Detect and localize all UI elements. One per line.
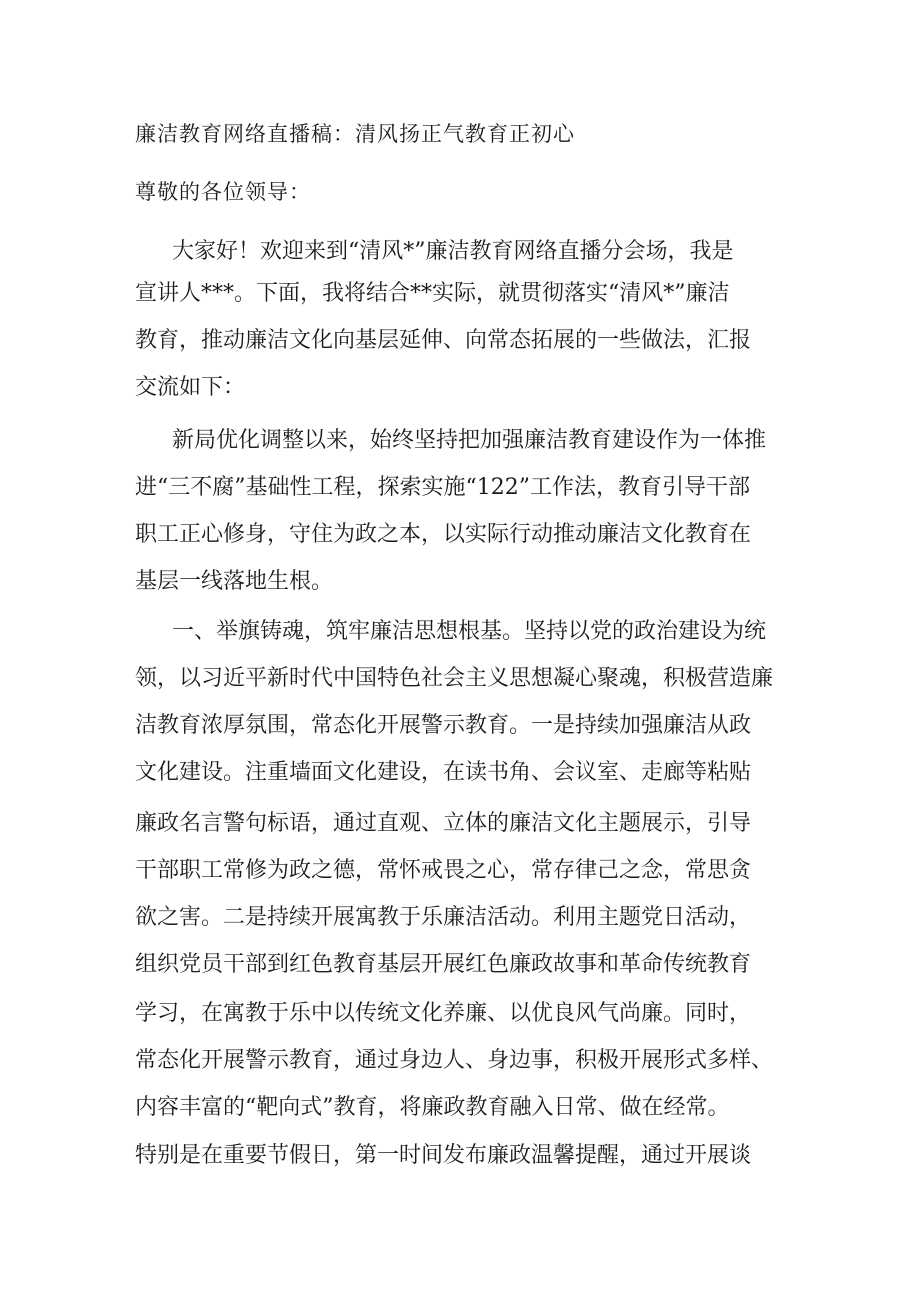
paragraph-line: 教育，推动廉洁文化向基层延伸、向常态拓展的一些做法，汇报 xyxy=(135,328,752,353)
paragraph-line: 进“三不腐”基础性工程，探索实施“122”工作法，教育引导干部 xyxy=(135,475,750,500)
paragraph-line: 宣讲人***。下面，我将结合**实际，就贯彻落实“清风*”廉洁 xyxy=(135,281,730,306)
document-title: 廉洁教育网络直播稿：清风扬正气教育正初心 xyxy=(135,122,575,146)
paragraph-line: 职工正心修身，守住为政之本，以实际行动推动廉洁文化教育在 xyxy=(135,522,752,547)
paragraph-line: 学习，在寓教于乐中以传统文化养廉、以优良风气尚廉。同时， xyxy=(135,1001,752,1026)
paragraph-line: 欲之害。二是持续开展寓教于乐廉洁活动。利用主题党日活动， xyxy=(135,905,752,930)
paragraph-line: 常态化开展警示教育，通过身边人、身边事，积极开展形式多样、 xyxy=(135,1048,774,1073)
paragraph-line: 交流如下： xyxy=(135,375,246,400)
paragraph-line: 组织党员干部到红色教育基层开展红色廉政故事和革命传统教育 xyxy=(135,952,752,977)
paragraph-line: 洁教育浓厚氛围，常态化开展警示教育。一是持续加强廉洁从政 xyxy=(135,713,752,738)
paragraph-line: 内容丰富的“靶向式”教育，将廉政教育融入日常、做在经常。 xyxy=(135,1095,730,1120)
paragraph-line: 廉政名言警句标语，通过直观、立体的廉洁文化主题展示，引导 xyxy=(135,811,752,836)
paragraph-line: 领，以习近平新时代中国特色社会主义思想凝心聚魂，积极营造廉 xyxy=(135,666,774,691)
paragraph-line: 大家好！欢迎来到“清风*”廉洁教育网络直播分会场，我是 xyxy=(172,239,734,264)
paragraph-line: 干部职工常修为政之德，常怀戒畏之心，常存律己之念，常思贪 xyxy=(135,858,752,883)
paragraph-line: 一、举旗铸魂，筑牢廉洁思想根基。坚持以党的政治建设为统 xyxy=(172,619,767,644)
paragraph-line: 基层一线落地生根。 xyxy=(135,569,334,594)
paragraph-line: 文化建设。注重墙面文化建设，在读书角、会议室、走廊等粘贴 xyxy=(135,760,752,785)
salutation: 尊敬的各位领导： xyxy=(135,180,311,204)
paragraph-line: 特别是在重要节假日，第一时间发布廉政温馨提醒，通过开展谈 xyxy=(135,1143,752,1168)
paragraph-line: 新局优化调整以来，始终坚持把加强廉洁教育建设作为一体推 xyxy=(172,428,767,453)
